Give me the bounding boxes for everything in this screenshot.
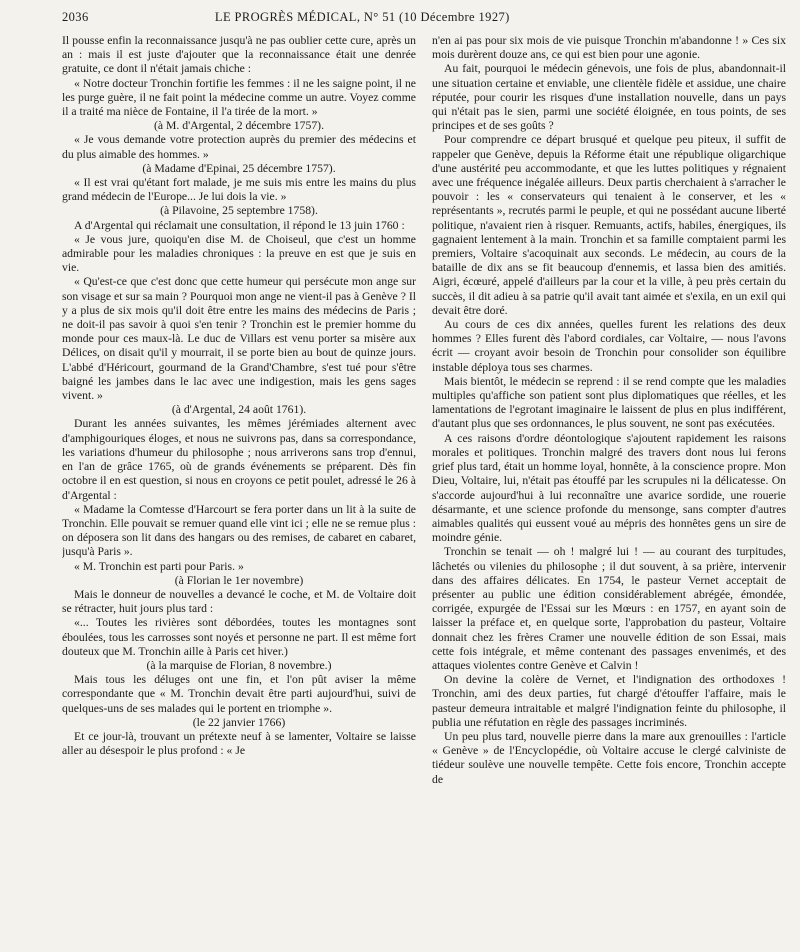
citation-line: (le 22 janvier 1766) [192, 715, 286, 729]
left-column [62, 34, 416, 787]
paragraph: Au fait, pourquoi le médecin génevois, une fois de plus, abandonnait-il une situation certaine et enviable, une clientèle fidèle et assidue, une chaire réputée, pour courir les risques d'une installation nouvelle, dans un pays qui n'était pas le sien, parmi une société éloignée, en tous points, de ses principes et de ses goûts ? [432, 62, 786, 133]
paragraph: « Qu'est-ce que c'est donc que cette humeur qui persécute mon ange sur son visage et sur sa main ? Pourquoi mon ange ne vient-il pas à Genève ? Il y a plus de six mois qu'il doit être entre les mains des médecins de Paris ; ne doit-il pas savoir à quoi s'en tenir ? Tronchin est le premier homme du monde pour ces maux-là. Le duc de Villars est venu porter sa misère aux Délices, on disait qu'il y mourrait, il se porte bien au bout de quinze jours. L'abbé d'Héricourt, gourmand de la Grand'Chambre, s'est tué pour s'être baigné les jambes dans le lac avec une indigestion, mais les gens sages vivent. » [62, 275, 416, 403]
running-title: LE PROGRÈS MÉDICAL, N° 51 (10 Décembre 1927) [214, 10, 510, 24]
citation-line: (à Madame d'Epinai, 25 décembre 1757). [142, 161, 336, 175]
paragraph: Un peu plus tard, nouvelle pierre dans la mare aux grenouilles : l'article « Genève » de l'Encyclopédie, où Voltaire accuse le clergé calviniste de tiédeur soulève une nouvelle tempête. Cette fois encore, Tronchin accepte de [432, 729, 786, 786]
paragraph: Mais bientôt, le médecin se reprend : il se rend compte que les maladies multiples qu'affiche son patient sont plus diplomatiques que réelles, et les lamentations de l'egrotant imaginaire le laissent de plus en plus indifférent, d'autant plus que ses ordonnances, le plus souvent, ne sont pas exécutées. [432, 374, 786, 431]
paragraph: A ces raisons d'ordre déontologique s'ajoutent rapidement les raisons morales et politiques. Tronchin malgré des travers dont nous lui ferons grief plus tard, était un homme loyal, honnête, à la conscience propre. Mon Dieu, Voltaire, lui, n'était pas étouffé par les scrupules ni la délicatesse. On s'accorde aujourd'hui à lui reconnaître une avarice sordide, une rouerie désarmante, et une science profonde du mensonge, sans compter d'autres aimables qualités qui eussent voué au mépris des honnêtes gens un sire de moindre génie. [432, 431, 786, 545]
paragraph: Et ce jour-là, trouvant un prétexte neuf à se lamenter, Voltaire se laisse aller au désespoir le plus profond : « Je [62, 729, 416, 758]
page-header [62, 10, 786, 28]
paragraph: Mais tous les déluges ont une fin, et l'on pût aviser la même correspondante que « M. Tronchin devait être parti aujourd'hui, suivi de quelques-uns de ses malades qui le portent en triomphe ». [62, 673, 416, 715]
paragraph: Il pousse enfin la reconnaissance jusqu'à ne pas oublier cette cure, après un an : mais il est juste d'ajouter que la reconnaissance était une denrée gratuite, ce dont il n'était jamais chiche : [62, 34, 416, 76]
paragraph: A d'Argental qui réclamait une consultation, il répond le 13 juin 1760 : [74, 218, 405, 232]
paragraph: Mais le donneur de nouvelles a devancé le coche, et M. de Voltaire doit se rétracter, huit jours plus tard : [62, 587, 416, 616]
paragraph: Pour comprendre ce départ brusqué et quelque peu piteux, il suffit de rappeler que Genève, depuis la Réforme était une république oligarchique d'une austérité peu accommodante, et que les luttes politiques y régnaient avec une fréquence inégalée ailleurs. Deux partis cherchaient à s'arracher le pouvoir : les « conservateurs qui tenaient à le conserver, et les « représentants », recrutés parmi le peuple, et qui ne possédant aucune liberté politique, n'avaient rien à risquer. Remuants, actifs, habiles, énergiques, ils gagnaient lentement à la main. Tronchin et sa famille comptaient parmi les premiers, Voltaire s'acoquinait aux seconds. Le médecin, au cours de la bataille de dix ans se fit beaucoup d'ennemis, et lassa bien des amitiés. Aigri, écœuré, appelé d'ailleurs par la cour et la ville, à peu près certain du succès, il dit adieu à sa patrie qu'il avait tant aimée et s'exila, en un exil qui devait être doré. [432, 133, 786, 317]
paragraph: n'en ai pas pour six mois de vie puisque Tronchin m'abandonne ! » Ces six mois durèrent douze ans, ce qui est bien pour une agonie. [432, 34, 786, 62]
citation-line: (à la marquise de Florian, 8 novembre.) [146, 658, 332, 672]
paragraph: Tronchin se tenait — oh ! malgré lui ! — au courant des turpitudes, lâchetés ou vilenies du philosophe ; il dut souvent, à sa prière, intervenir dans des affaires délicates. En 1754, le pasteur Vernet acceptait de présenter au public une édition considérablement abrégée, émondée, corrigée, expurgée de l'Essai sur les Mœurs : en 1757, en ayant soin de laisser la préface et, en quelque sorte, l'approbation du pasteur, Voltaire donnait chez les frères Cramer une nouvelle édition de son Essai, mais cette fois intégrale, et même contenant des passages envenimés, et des attaques violentes contre Genève et Calvin ! [432, 545, 786, 672]
paragraph: Au cours de ces dix années, quelles furent les relations des deux hommes ? Elles furent dès l'abord cordiales, car Voltaire, — nous l'avons écrit — croyant avoir besoin de Tronchin pour consolider son équilibre instable déploya tous ses charmes. [432, 318, 786, 374]
paragraph: « Madame la Comtesse d'Harcourt se fera porter dans un lit à la suite de Tronchin. Elle pouvait se remuer quand elle vint ici ; elle ne se remue plus : on déposera son lit dans des hangars ou des remises, de cabaret en cabaret, jusqu'à Paris ». [62, 502, 416, 559]
paragraph: « Je vous jure, quoiqu'en dise M. de Choiseul, que c'est un homme admirable pour les maladies chroniques : la preuve en est que je suis en vie. [62, 232, 416, 275]
paragraph: « Notre docteur Tronchin fortifie les femmes : il ne les saigne point, il ne les purge guère, il ne fait point la médecine comme un autre. Voyez comme il a traité ma nièce de Fontaine, il l'a tirée de la mort. » [62, 76, 416, 119]
paragraph: Durant les années suivantes, les mêmes jérémiades alternent avec d'amphigouriques éloges, et nous ne suivrons pas, dans sa correspondance, les variations d'humeur du philosophe ; nous arriverons sans trop d'ennui, en l'an de grâce 1765, où de grands événements se préparent. Dès fin octobre il en est question, si nous en croyons ce petit poulet, adressé le 26 à d'Argental : [62, 417, 416, 502]
citation-line: (à Pilavoine, 25 septembre 1758). [160, 204, 318, 218]
paragraph: On devine la colère de Vernet, et l'indignation des orthodoxes ! Tronchin, ami des deux parties, fut chargé d'étouffer l'affaire, mais le pasteur demeura intraitable et malgré l'indignation feinte du philosophe, il publia une réfutation en règle des passages incriminés. [432, 673, 786, 729]
citation-line: (à d'Argental, 24 août 1761). [171, 403, 307, 417]
paragraph: « M. Tronchin est parti pour Paris. » [74, 559, 244, 573]
citation-line: (à M. d'Argental, 2 décembre 1757). [153, 119, 324, 133]
text-columns [62, 34, 786, 787]
paragraph: « Il est vrai qu'étant fort malade, je me suis mis entre les mains du plus grand médecin de l'Europe... Je lui dois la vie. » [62, 176, 416, 204]
citation-line: (à Florian le 1er novembre) [174, 573, 304, 587]
paragraph: «... Toutes les rivières sont débordées, toutes les montagnes sont éboulées, tous les carrosses sont noyés et personne ne part. Il est même fort douteux que M. Tronchin aille à Paris cet hiver.) [62, 616, 416, 658]
paragraph: « Je vous demande votre protection auprès du premier des médecins et du plus aimable des hommes. » [62, 133, 416, 161]
page-number: 2036 [62, 10, 89, 24]
right-column [432, 34, 786, 787]
